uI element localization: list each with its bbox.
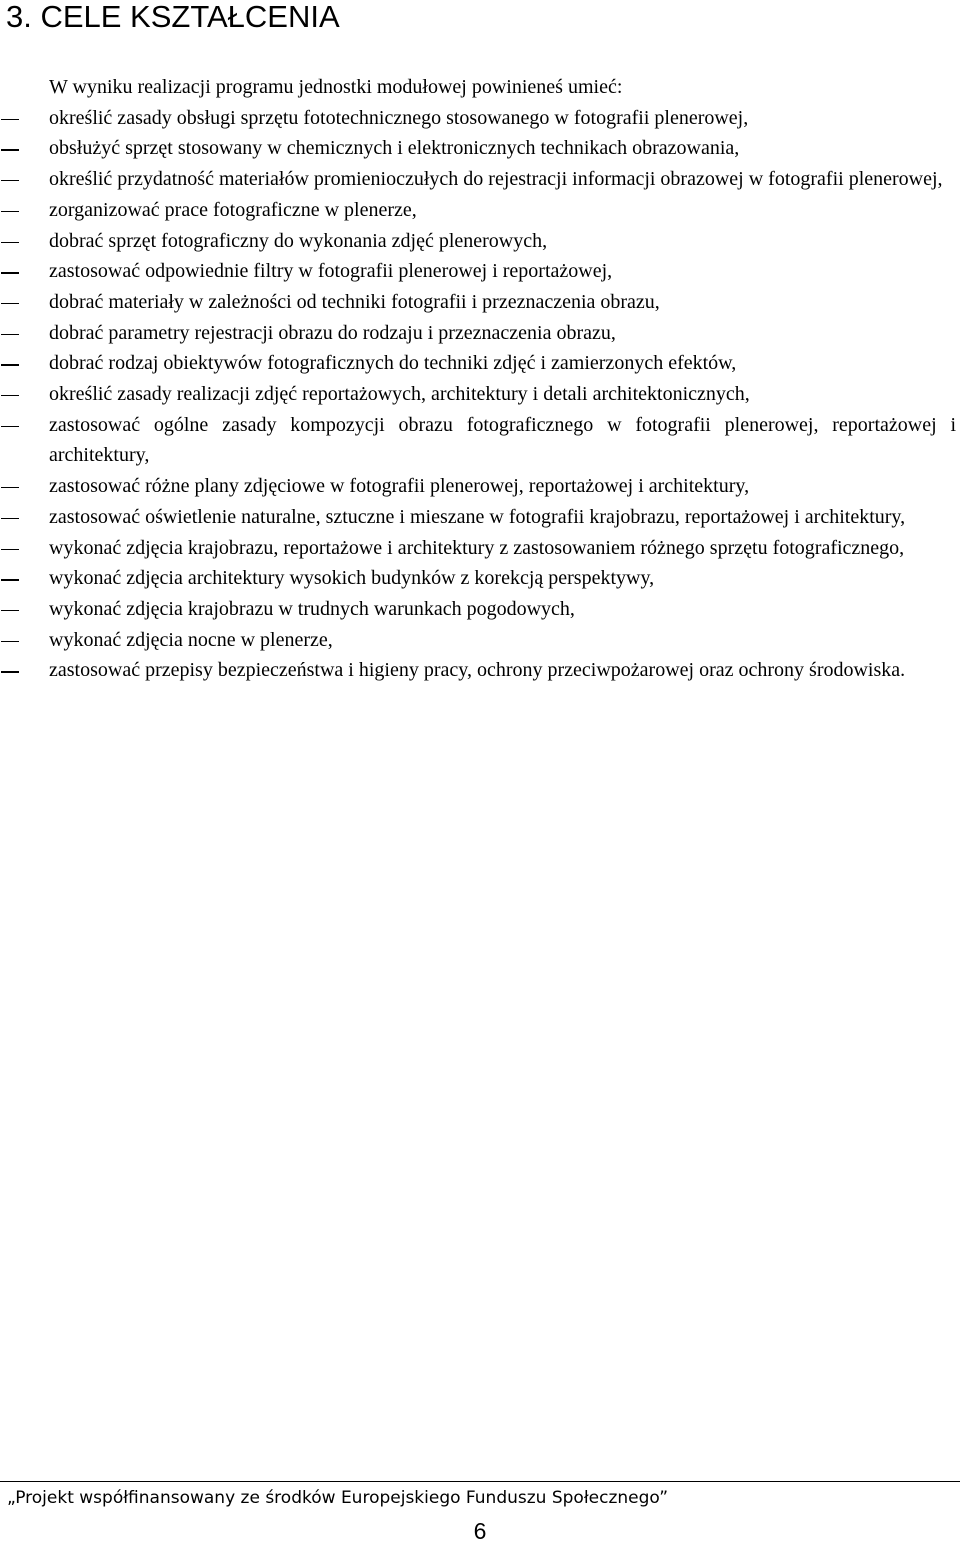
objectives-list [0,103,960,686]
dash-bullet-icon [1,303,19,304]
dash-bullet-icon [1,211,19,212]
list-item [0,103,960,134]
list-item [0,195,960,226]
list-item-text: zastosować odpowiednie filtry w fotografii plenerowej i reportażowej, [49,260,613,283]
list-item [0,594,960,625]
list-item [0,410,960,471]
dash-bullet-icon [1,671,19,672]
list-item [0,133,960,164]
list-item-text: wykonać zdjęcia krajobrazu, reportażowe i architektury z zastosowaniem różnego sprzętu fotograficznego, [49,536,905,559]
dash-bullet-icon [1,119,19,120]
list-item [0,563,960,594]
dash-bullet-icon [1,487,19,488]
list-item [0,502,960,533]
list-item-text: określić zasady realizacji zdjęć reportażowych, architektury i detali architektonicznych, [49,383,750,406]
list-item-text: określić przydatność materiałów promienioczułych do rejestracji informacji obrazowej w fotografii plenerowej, [49,168,943,191]
list-item-text: zastosować ogólne zasady kompozycji obrazu fotograficznego w fotografii plenerowej, reportażowej i architektury, [49,413,956,467]
list-item-text: określić zasady obsługi sprzętu fototechnicznego stosowanego w fotografii plenerowej, [49,106,749,129]
dash-bullet-icon [1,610,19,611]
page-number: 6 [473,1518,487,1544]
list-item [0,471,960,502]
list-item [0,256,960,287]
list-item [0,625,960,656]
dash-bullet-icon [1,549,19,550]
list-item [0,655,960,686]
list-item-text: dobrać sprzęt fotograficzny do wykonania zdjęć plenerowych, [49,229,548,252]
list-item [0,533,960,564]
intro-paragraph: W wyniku realizacji programu jednostki modułowej powinieneś umieć: [49,76,623,98]
dash-bullet-icon [1,364,19,365]
list-item-text: wykonać zdjęcia nocne w plenerze, [49,628,333,651]
list-item-text: wykonać zdjęcia architektury wysokich budynków z korekcją perspektywy, [49,567,655,590]
list-item-text: zorganizować prace fotograficzne w plenerze, [49,198,417,221]
list-item-text: zastosować przepisy bezpieczeństwa i higieny pracy, ochrony przeciwpożarowej oraz ochrony środowiska. [49,659,906,682]
dash-bullet-icon [1,180,19,181]
list-item [0,348,960,379]
dash-bullet-icon [1,242,19,243]
document-body [0,72,960,686]
list-item-text: wykonać zdjęcia krajobrazu w trudnych warunkach pogodowych, [49,597,575,620]
section-heading: 3. CELE KSZTAŁCENIA [6,0,340,34]
list-item-text: dobrać materiały w zależności od techniki fotografii i przeznaczenia obrazu, [49,290,660,313]
list-item [0,226,960,257]
dash-bullet-icon [1,272,19,273]
list-item [0,164,960,195]
dash-bullet-icon [1,579,19,580]
list-item-text: zastosować różne plany zdjęciowe w fotografii plenerowej, reportażowej i architektury, [49,475,750,498]
dash-bullet-icon [1,334,19,335]
dash-bullet-icon [1,149,19,150]
list-item [0,287,960,318]
dash-bullet-icon [1,426,19,427]
list-item-text: dobrać parametry rejestracji obrazu do rodzaju i przeznaczenia obrazu, [49,321,616,344]
list-item [0,318,960,349]
page-footer [0,1481,960,1544]
list-item-text: dobrać rodzaj obiektywów fotograficznych do techniki zdjęć i zamierzonych efektów, [49,352,737,375]
list-item [0,379,960,410]
dash-bullet-icon [1,518,19,519]
dash-bullet-icon [1,395,19,396]
list-item-text: obsłużyć sprzęt stosowany w chemicznych i elektronicznych technikach obrazowania, [49,137,740,160]
list-item-text: zastosować oświetlenie naturalne, sztuczne i mieszane w fotografii krajobrazu, reportażowej i architektury, [49,505,906,528]
footer-funding-note: „Projekt współfinansowany ze środków Europejskiego Funduszu Społecznego” [7,1488,669,1508]
dash-bullet-icon [1,641,19,642]
